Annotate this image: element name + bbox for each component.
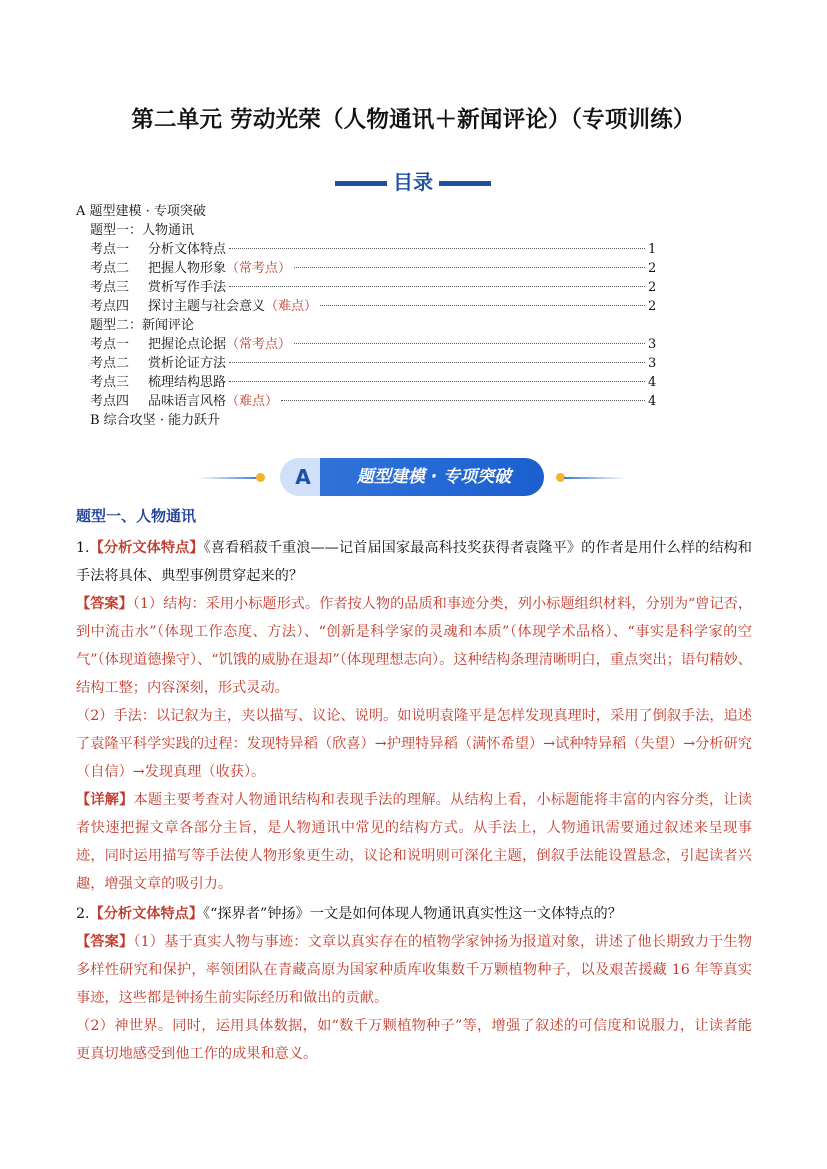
- toc-entry-text: 赏析论证方法: [148, 356, 227, 371]
- toc-entry[interactable]: [76, 259, 656, 278]
- banner-line-right: [564, 477, 626, 479]
- toc-entry-code: 考点一: [90, 337, 130, 352]
- question-text: 《喜看稻菽千重浪——记首届国家最高科技奖获得者袁隆平》的作者是用什么样的结构和手法将具体、典型事例贯穿起来的？: [76, 540, 752, 584]
- toc-banner: [335, 168, 491, 196]
- toc-leader: [294, 343, 645, 344]
- toc-entry-code: 考点四: [90, 299, 130, 314]
- toc-entry-tag: （常考点）: [226, 261, 292, 276]
- detail-tag: 【详解】: [76, 792, 134, 808]
- toc-entry-tag: （难点）: [226, 394, 279, 409]
- question-number: 1.: [76, 540, 90, 556]
- toc-entry-code: 考点三: [90, 280, 130, 295]
- toc-entry-text: 把握论点论据: [148, 337, 227, 352]
- answer-paragraph: （2）神世界。同时，运用具体数据，如“数千万颗植物种子”等，增强了叙述的可信度和说服力，让读者能更真切地感受到他工作的成果和意义。: [76, 1018, 752, 1062]
- toc-leader: [229, 381, 645, 382]
- toc-leader: [229, 248, 645, 249]
- toc-entry-page: 2: [648, 261, 657, 276]
- answer-paragraph: （2）手法：以记叙为主，夹以描写、议论、说明。如说明袁隆平是怎样发现真理时，采用了倒叙手法，追述了袁隆平科学实践的过程：发现特异稻（欣喜）→护理特异稻（满怀希望）→试种特异稻（失望）→分析研究（自信）→发现真理（收获）。: [76, 708, 752, 780]
- answer-tag: 【答案】: [76, 596, 133, 612]
- toc-entry-page: 3: [648, 337, 657, 352]
- section-banner: [196, 456, 626, 500]
- toc-entry-code: 考点四: [90, 394, 130, 409]
- toc-entry[interactable]: [76, 240, 656, 259]
- table-of-contents: [76, 202, 656, 430]
- toc-entry[interactable]: [76, 373, 656, 392]
- question-text: 《“探界者”钟扬》一文是如何体现人物通讯真实性这一文体特点的？: [203, 906, 622, 922]
- toc-entry-page: 4: [648, 394, 657, 409]
- detail-paragraph: [76, 786, 752, 898]
- toc-entry-text: 品味语言风格: [148, 394, 227, 409]
- toc-leader: [281, 400, 645, 401]
- toc-entry-code: 考点三: [90, 375, 130, 390]
- toc-type1[interactable]: 题型一：人物通讯: [90, 223, 195, 238]
- question-tag: 【分析文体特点】: [89, 906, 204, 922]
- toc-entry-text: 分析文体特点: [148, 242, 227, 257]
- banner-text: 题型建模 · 专项突破: [356, 467, 512, 487]
- toc-leader: [294, 267, 645, 268]
- banner-letter: A: [295, 465, 311, 489]
- toc-leader: [229, 286, 645, 287]
- type-heading: 题型一、人物通讯: [76, 507, 197, 525]
- answer-paragraph: [76, 928, 752, 1012]
- question-number: 2.: [76, 906, 90, 922]
- detail-text: 本题主要考查对人物通讯结构和表现手法的理解。从结构上看，小标题能将丰富的内容分类，让读者快速把握文章各部分主旨，是人物通讯中常见的结构方式。从手法上，人物通讯需要通过叙述来呈现事迹，同时运用描写等手法使人物形象更生动，议论和说明则可深化主题，倒叙手法能设置悬念，引起读者兴趣，增强文章的吸引力。: [76, 792, 752, 892]
- toc-entry-page: 3: [648, 356, 657, 371]
- toc-entry-text: 赏析写作手法: [148, 280, 227, 295]
- toc-entry-code: 考点一: [90, 242, 130, 257]
- toc-leader: [320, 305, 645, 306]
- answer-text: （1）基于真实人物与事迹：文章以真实存在的植物学家钟扬为报道对象，讲述了他长期致力于生物多样性研究和保护，率领团队在青藏高原为国家种质库收集数千万颗植物种子，以及艰苦援藏 16 年等真实事迹，这些都是钟扬生前实际经历和做出的贡献。: [76, 934, 752, 1006]
- toc-entry[interactable]: [76, 392, 656, 411]
- answer-tag: 【答案】: [76, 934, 134, 950]
- toc-entry-text: 探讨主题与社会意义: [148, 299, 266, 314]
- toc-type2[interactable]: 题型二：新闻评论: [90, 318, 195, 333]
- toc-entry-page: 2: [648, 299, 657, 314]
- toc-bar-right: [439, 181, 491, 186]
- answer-paragraph: [76, 590, 752, 702]
- toc-heading: 目录: [393, 170, 433, 194]
- question-tag: 【分析文体特点】: [89, 540, 204, 556]
- question-2-stem: [76, 900, 752, 928]
- toc-entry[interactable]: [76, 335, 656, 354]
- toc-part-a[interactable]: A 题型建模 · 专项突破: [76, 204, 206, 219]
- banner-line-left: [196, 477, 260, 479]
- question-1: [76, 534, 752, 898]
- toc-entry-text: 梳理结构思路: [148, 375, 227, 390]
- toc-entry-code: 考点二: [90, 261, 130, 276]
- banner-pill: [280, 458, 544, 496]
- toc-entry-page: 1: [648, 242, 657, 257]
- page-title: 第二单元 劳动光荣（人物通讯＋新闻评论）（专项训练）: [131, 107, 696, 133]
- question-1-stem: [76, 534, 752, 590]
- toc-entry[interactable]: [76, 354, 656, 373]
- toc-entry[interactable]: [76, 278, 656, 297]
- toc-entry-text: 把握人物形象: [148, 261, 227, 276]
- toc-entry-page: 4: [648, 375, 657, 390]
- answer-text: （1）结构：采用小标题形式。作者按人物的品质和事迹分类，列小标题组织材料，分别为“曾记否，到中流击水”（体现工作态度、方法）、“创新是科学家的灵魂和本质”（体现学术品格）、“事实是科学家的空气”（体现道德操守）、“饥饿的威胁在退却”（体现理想志向）。这种结构条理清晰明白，重点突出；语句精妙、结构工整；内容深刻，形式灵动。: [76, 596, 753, 696]
- toc-entry-tag: （难点）: [265, 299, 318, 314]
- toc-leader: [229, 362, 645, 363]
- toc-entry-code: 考点二: [90, 356, 130, 371]
- toc-bar-left: [335, 181, 387, 186]
- toc-entry[interactable]: [76, 297, 656, 316]
- toc-entry-tag: （常考点）: [226, 337, 292, 352]
- question-2: [76, 900, 752, 1068]
- banner-dot-left: [256, 473, 265, 482]
- toc-part-b[interactable]: B 综合攻坚 · 能力跃升: [90, 413, 221, 428]
- toc-entry-page: 2: [648, 280, 657, 295]
